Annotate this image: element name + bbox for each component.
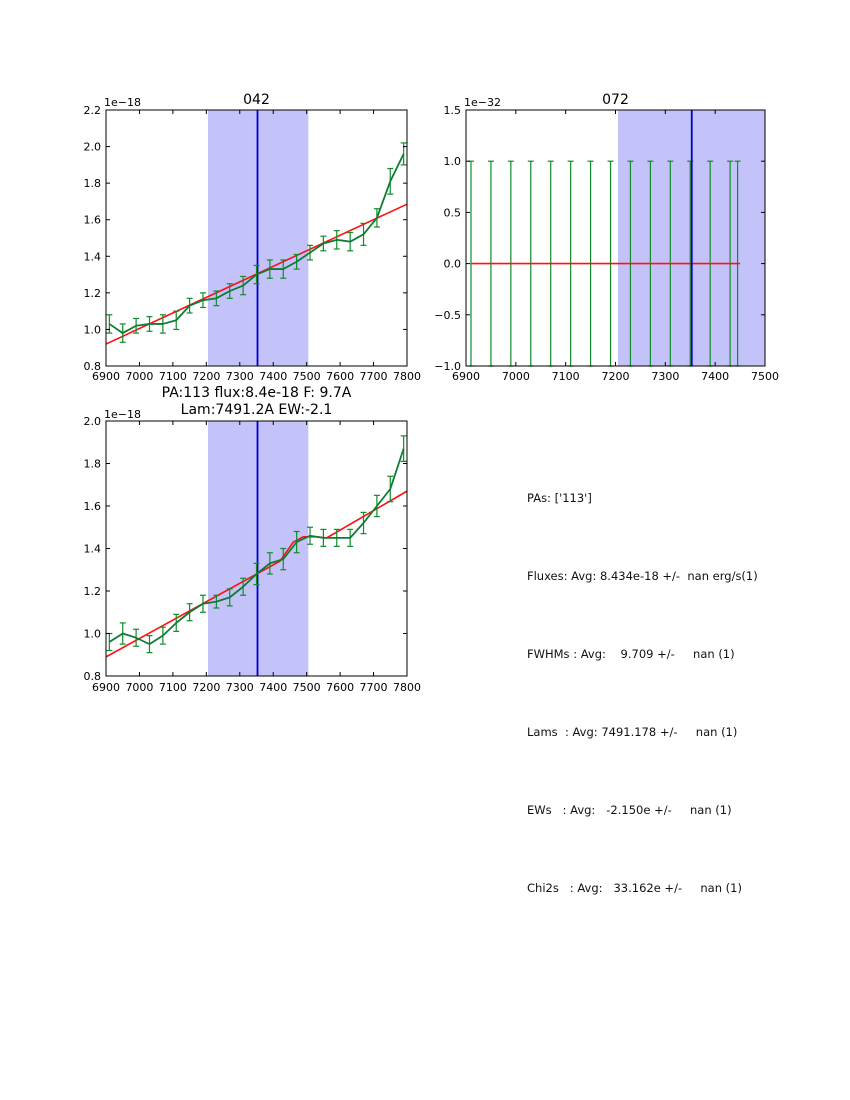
y-tick-label: 1.0: [83, 323, 101, 337]
x-tick-label: 7700: [359, 370, 388, 383]
y-tick-label: −1.0: [434, 360, 461, 373]
x-tick-label: 7400: [701, 370, 730, 383]
stats-line-fluxes: Fluxes: Avg: 8.434e-18 +/- nan erg/s(1): [527, 569, 758, 583]
axis-scale-offset-label: 1e−18: [104, 96, 141, 109]
y-tick-label: 0.5: [443, 206, 461, 220]
x-tick-label: 7600: [326, 370, 355, 383]
x-tick-label: 7300: [225, 681, 254, 694]
plot-pa113: [84, 385, 422, 694]
x-tick-label: 7500: [292, 370, 321, 383]
y-tick-label: 1.0: [443, 155, 461, 169]
axis-scale-offset-label: 1e−18: [104, 408, 141, 421]
plot-title: 072: [602, 92, 629, 108]
x-tick-label: 7000: [125, 370, 154, 383]
y-tick-label: 1.8: [83, 177, 101, 191]
x-tick-label: 7500: [751, 370, 779, 383]
x-tick-label: 6900: [452, 370, 480, 383]
y-tick-label: 1.4: [83, 250, 101, 264]
x-tick-label: 7800: [393, 370, 421, 383]
x-tick-label: 7000: [501, 370, 530, 383]
y-tick-label: 1.0: [83, 627, 101, 641]
x-tick-label: 7000: [125, 681, 154, 694]
stats-line-ews: EWs : Avg: -2.150e +/- nan (1): [527, 803, 732, 817]
x-tick-label: 7400: [259, 370, 288, 383]
x-tick-label: 7100: [158, 681, 187, 694]
stats-line-pas: PAs: ['113']: [527, 491, 592, 505]
x-tick-label: 7600: [326, 681, 355, 694]
y-tick-label: −0.5: [434, 308, 461, 322]
x-tick-label: 7200: [601, 370, 630, 383]
x-tick-label: 7100: [551, 370, 580, 383]
y-tick-label: 2.0: [83, 140, 101, 154]
plot-072: [434, 92, 779, 383]
x-tick-label: 7200: [192, 370, 221, 383]
y-tick-label: 0.8: [83, 360, 101, 373]
x-tick-label: 7500: [292, 681, 321, 694]
x-tick-label: 6900: [92, 681, 120, 694]
y-tick-label: 1.4: [83, 542, 101, 556]
x-tick-label: 7700: [359, 681, 388, 694]
y-tick-label: 1.2: [83, 286, 101, 300]
x-tick-label: 7800: [393, 681, 421, 694]
stats-line-chi2s: Chi2s : Avg: 33.162e +/- nan (1): [527, 881, 742, 895]
y-tick-label: 1.6: [83, 213, 101, 227]
x-tick-label: 7300: [651, 370, 680, 383]
y-tick-label: 0.8: [83, 670, 101, 683]
plot-title: 042: [243, 92, 270, 108]
x-tick-label: 7100: [158, 370, 187, 383]
plot-title-line: Lam:7491.2A EW:-2.1: [180, 402, 333, 418]
plot-042: [84, 92, 422, 383]
x-tick-label: 7300: [225, 370, 254, 383]
x-tick-label: 6900: [92, 370, 120, 383]
y-tick-label: 1.2: [83, 585, 101, 598]
plot-title-line: PA:113 flux:8.4e-18 F: 9.7A: [161, 385, 352, 401]
y-tick-label: 1.8: [83, 457, 101, 471]
y-tick-label: 2.2: [83, 104, 101, 117]
stats-panel: [527, 433, 758, 953]
x-tick-label: 7400: [259, 681, 288, 694]
y-tick-label: 2.0: [83, 415, 101, 428]
y-tick-label: 1.6: [83, 500, 101, 513]
y-tick-label: 0.0: [443, 257, 461, 271]
y-tick-label: 1.5: [443, 104, 461, 117]
x-tick-label: 7200: [192, 681, 221, 694]
stats-line-lams: Lams : Avg: 7491.178 +/- nan (1): [527, 725, 738, 739]
stats-line-fwhms: FWHMs : Avg: 9.709 +/- nan (1): [527, 647, 735, 661]
axis-scale-offset-label: 1e−32: [464, 96, 501, 109]
